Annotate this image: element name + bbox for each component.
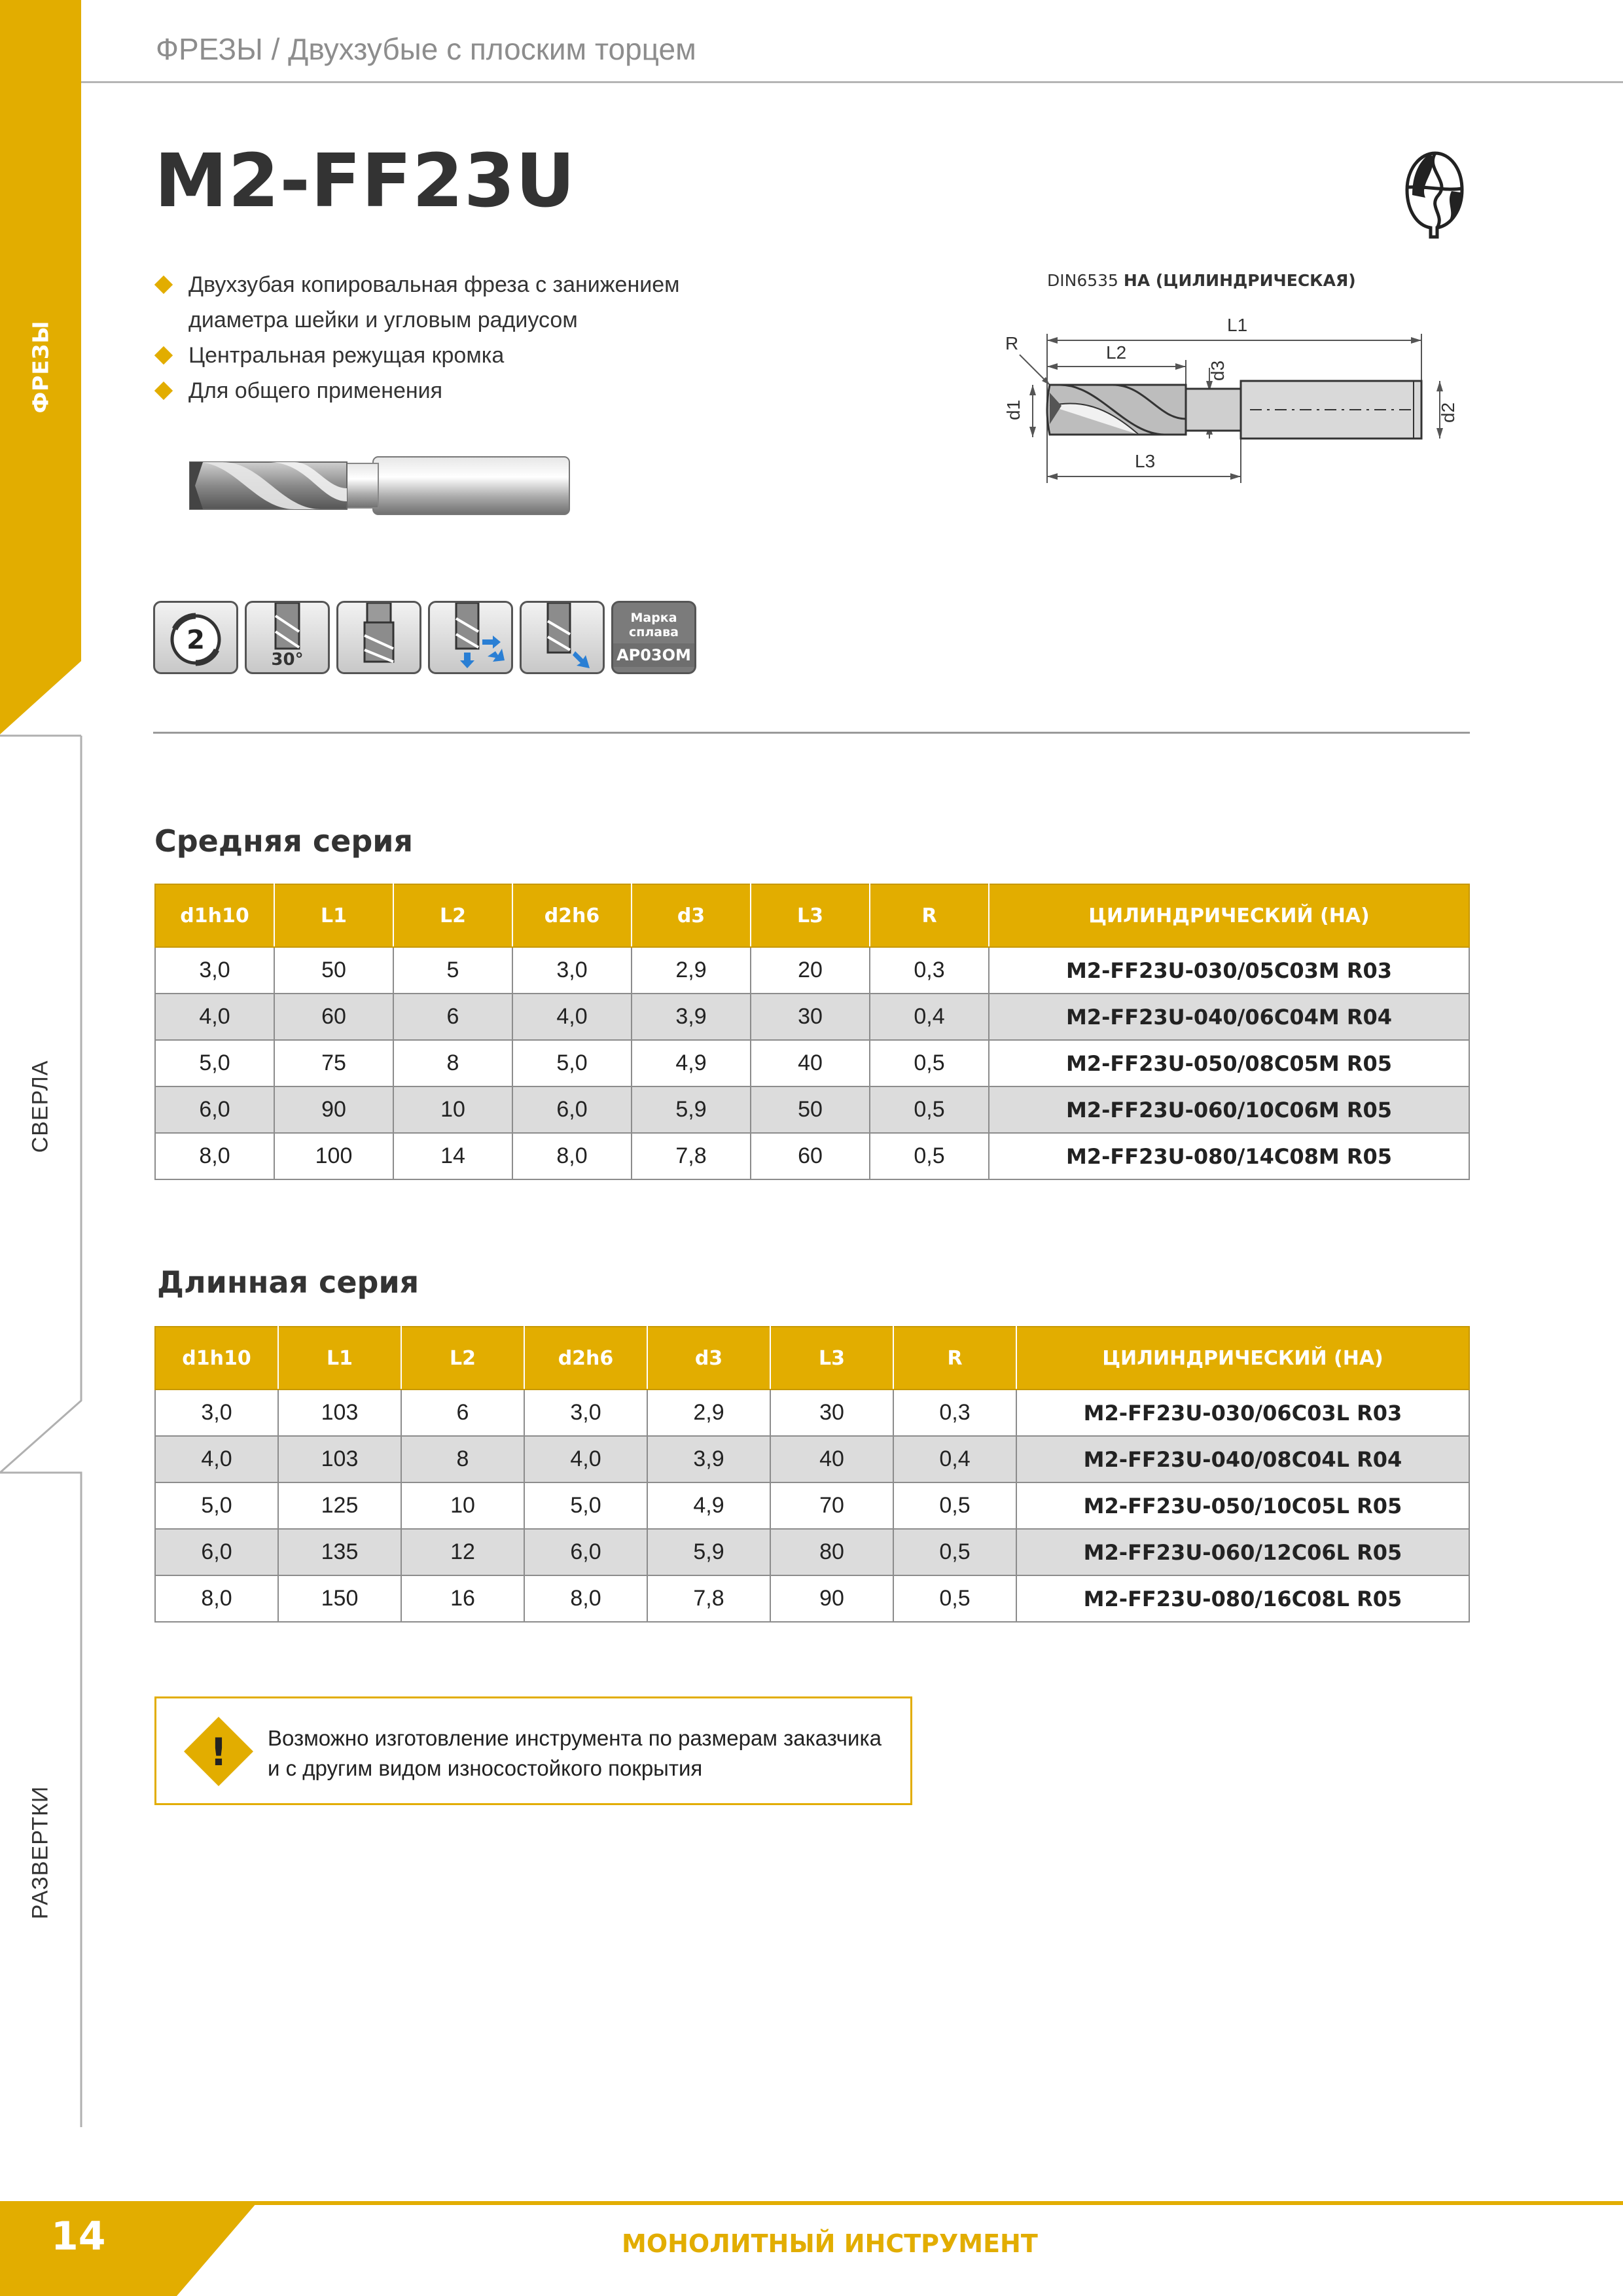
table-cell: 4,9 bbox=[632, 1040, 751, 1086]
table-header-row bbox=[155, 1327, 1469, 1390]
table-cell: 30 bbox=[751, 994, 870, 1040]
table-cell: 2,9 bbox=[647, 1390, 770, 1436]
ramping-icon bbox=[520, 601, 605, 674]
table-cell: 0,3 bbox=[870, 947, 989, 994]
table-cell: 8,0 bbox=[524, 1575, 647, 1622]
table-cell: 3,0 bbox=[512, 947, 632, 994]
table-cell: 103 bbox=[278, 1390, 401, 1436]
flat-end-icon bbox=[336, 601, 421, 674]
table-cell: 80 bbox=[770, 1529, 893, 1575]
table-cell: 30 bbox=[770, 1390, 893, 1436]
long-series-title: Длинная серия bbox=[157, 1265, 419, 1300]
table-row bbox=[155, 1436, 1469, 1482]
column-header: d2h6 bbox=[512, 884, 632, 947]
table-cell: 125 bbox=[278, 1482, 401, 1529]
table-cell: 90 bbox=[274, 1086, 393, 1133]
page-title: M2-FF23U bbox=[154, 139, 576, 224]
table-cell: 8,0 bbox=[155, 1133, 274, 1179]
table-body bbox=[155, 947, 1469, 1179]
technical-drawing bbox=[982, 308, 1492, 484]
alloy-grade-badge: Марка сплава AP03OM bbox=[611, 601, 696, 674]
table-cell: 8 bbox=[401, 1436, 524, 1482]
dim-label-r: R bbox=[1005, 333, 1019, 353]
table-cell: 5,0 bbox=[512, 1040, 632, 1086]
breadcrumb: ФРЕЗЫ / Двухзубые с плоским торцем bbox=[156, 32, 696, 66]
page-number: 14 bbox=[51, 2214, 106, 2259]
column-header: d1h10 bbox=[155, 884, 274, 947]
table-cell: 8,0 bbox=[155, 1575, 278, 1622]
table-row bbox=[155, 1086, 1469, 1133]
table-cell: 0,5 bbox=[870, 1086, 989, 1133]
table-cell: 50 bbox=[751, 1086, 870, 1133]
table-cell: 5 bbox=[393, 947, 512, 994]
dim-label-d3: d3 bbox=[1207, 360, 1228, 381]
diamond-bullet-icon bbox=[154, 346, 173, 365]
two-flute-cutter-icon bbox=[1399, 149, 1471, 241]
table-cell: 0,4 bbox=[870, 994, 989, 1040]
table-cell: 14 bbox=[393, 1133, 512, 1179]
table-cell: 12 bbox=[401, 1529, 524, 1575]
svg-text:!: ! bbox=[209, 1730, 228, 1774]
feature-list bbox=[154, 267, 680, 408]
table-cell: 20 bbox=[751, 947, 870, 994]
table-cell: 0,5 bbox=[870, 1040, 989, 1086]
table-cell: 40 bbox=[751, 1040, 870, 1086]
dim-label-l2: L2 bbox=[1106, 342, 1127, 363]
table-cell: 3,0 bbox=[524, 1390, 647, 1436]
table-cell: 5,0 bbox=[524, 1482, 647, 1529]
din-standard-label: DIN6535 HA (ЦИЛИНДРИЧЕСКАЯ) bbox=[1047, 271, 1356, 290]
table-cell: 0,5 bbox=[893, 1529, 1016, 1575]
column-header: L1 bbox=[278, 1327, 401, 1390]
column-header: R bbox=[870, 884, 989, 947]
order-code-cell: M2-FF23U-060/12C06L R05 bbox=[1016, 1529, 1469, 1575]
table-cell: 0,4 bbox=[893, 1436, 1016, 1482]
medium-series-title: Средняя серия bbox=[154, 823, 414, 859]
table-cell: 50 bbox=[274, 947, 393, 994]
order-code-cell: M2-FF23U-040/06C04M R04 bbox=[989, 994, 1469, 1040]
table-cell: 10 bbox=[401, 1482, 524, 1529]
table-cell: 100 bbox=[274, 1133, 393, 1179]
table-cell: 2,9 bbox=[632, 947, 751, 994]
table-cell: 4,9 bbox=[647, 1482, 770, 1529]
helix-angle-icon bbox=[245, 601, 330, 674]
table-cell: 40 bbox=[770, 1436, 893, 1482]
table-cell: 60 bbox=[751, 1133, 870, 1179]
table-cell: 5,9 bbox=[647, 1529, 770, 1575]
table-row bbox=[155, 1482, 1469, 1529]
header-divider bbox=[81, 81, 1623, 83]
tab-sverla[interactable]: СВЕРЛА bbox=[27, 1060, 53, 1153]
table-cell: 0,5 bbox=[870, 1133, 989, 1179]
order-code-cell: M2-FF23U-030/06C03L R03 bbox=[1016, 1390, 1469, 1436]
column-header: L1 bbox=[274, 884, 393, 947]
column-header: ЦИЛИНДРИЧЕСКИЙ (HA) bbox=[989, 884, 1469, 947]
table-cell: 6,0 bbox=[524, 1529, 647, 1575]
table-header-row bbox=[155, 884, 1469, 947]
note-text: Возможно изготовление инструмента по размерам заказчика и с другим видом износостойкого покрытия bbox=[268, 1726, 882, 1780]
table-cell: 0,5 bbox=[893, 1575, 1016, 1622]
table-cell: 0,5 bbox=[893, 1482, 1016, 1529]
order-code-cell: M2-FF23U-050/08C05M R05 bbox=[989, 1040, 1469, 1086]
tab-frezy[interactable]: ФРЕЗЫ bbox=[27, 319, 54, 414]
table-cell: 3,9 bbox=[647, 1436, 770, 1482]
footer-title: МОНОЛИТНЫЙ ИНСТРУМЕНТ bbox=[622, 2229, 1038, 2258]
helix-angle-value: 30° bbox=[271, 650, 304, 670]
table-cell: 10 bbox=[393, 1086, 512, 1133]
table-cell: 70 bbox=[770, 1482, 893, 1529]
long-series-table bbox=[154, 1326, 1470, 1623]
table-cell: 4,0 bbox=[524, 1436, 647, 1482]
table-cell: 0,3 bbox=[893, 1390, 1016, 1436]
feature-item: Центральная режущая кромка bbox=[154, 338, 680, 373]
table-row bbox=[155, 1390, 1469, 1436]
table-cell: 4,0 bbox=[155, 1436, 278, 1482]
table-row bbox=[155, 994, 1469, 1040]
column-header: L3 bbox=[770, 1327, 893, 1390]
table-cell: 75 bbox=[274, 1040, 393, 1086]
table-cell: 16 bbox=[401, 1575, 524, 1622]
column-header: L3 bbox=[751, 884, 870, 947]
table-cell: 3,9 bbox=[632, 994, 751, 1040]
medium-series-table bbox=[154, 884, 1470, 1180]
tab-razvertki[interactable]: РАЗВЕРТКИ bbox=[27, 1785, 53, 1919]
dim-label-l3: L3 bbox=[1135, 451, 1156, 471]
order-code-cell: M2-FF23U-040/08C04L R04 bbox=[1016, 1436, 1469, 1482]
column-header: d2h6 bbox=[524, 1327, 647, 1390]
tool-photo-image bbox=[183, 449, 576, 521]
table-cell: 8,0 bbox=[512, 1133, 632, 1179]
flute-count-icon bbox=[153, 601, 238, 674]
table-cell: 6 bbox=[393, 994, 512, 1040]
table-cell: 4,0 bbox=[155, 994, 274, 1040]
order-code-cell: M2-FF23U-050/10C05L R05 bbox=[1016, 1482, 1469, 1529]
table-cell: 8 bbox=[393, 1040, 512, 1086]
spec-icon-strip bbox=[153, 601, 696, 674]
table-cell: 60 bbox=[274, 994, 393, 1040]
table-cell: 135 bbox=[278, 1529, 401, 1575]
table-row bbox=[155, 1575, 1469, 1622]
table-cell: 7,8 bbox=[632, 1133, 751, 1179]
order-code-cell: M2-FF23U-060/10C06M R05 bbox=[989, 1086, 1469, 1133]
table-cell: 6,0 bbox=[155, 1529, 278, 1575]
table-cell: 6,0 bbox=[155, 1086, 274, 1133]
table-cell: 6 bbox=[401, 1390, 524, 1436]
table-cell: 150 bbox=[278, 1575, 401, 1622]
table-cell: 5,0 bbox=[155, 1482, 278, 1529]
diamond-bullet-icon bbox=[154, 382, 173, 400]
flute-count-value: 2 bbox=[187, 625, 205, 655]
column-header: L2 bbox=[401, 1327, 524, 1390]
order-code-cell: M2-FF23U-080/16C08L R05 bbox=[1016, 1575, 1469, 1622]
column-header: d3 bbox=[632, 884, 751, 947]
dim-label-l1: L1 bbox=[1227, 315, 1248, 335]
table-cell: 5,0 bbox=[155, 1040, 274, 1086]
milling-direction-icon bbox=[428, 601, 513, 674]
column-header: d1h10 bbox=[155, 1327, 278, 1390]
table-cell: 6,0 bbox=[512, 1086, 632, 1133]
column-header: L2 bbox=[393, 884, 512, 947]
column-header: R bbox=[893, 1327, 1016, 1390]
table-body bbox=[155, 1390, 1469, 1622]
table-cell: 90 bbox=[770, 1575, 893, 1622]
table-cell: 4,0 bbox=[512, 994, 632, 1040]
section-divider bbox=[153, 732, 1470, 734]
table-row bbox=[155, 1133, 1469, 1179]
table-row bbox=[155, 1040, 1469, 1086]
dim-label-d2: d2 bbox=[1438, 402, 1458, 423]
column-header: ЦИЛИНДРИЧЕСКИЙ (HA) bbox=[1016, 1327, 1469, 1390]
column-header: d3 bbox=[647, 1327, 770, 1390]
table-cell: 7,8 bbox=[647, 1575, 770, 1622]
feature-item: диаметра шейки и угловым радиусом bbox=[188, 308, 578, 332]
diamond-bullet-icon bbox=[154, 276, 173, 294]
table-row bbox=[155, 947, 1469, 994]
order-code-cell: M2-FF23U-030/05C03M R03 bbox=[989, 947, 1469, 994]
feature-item: Двухзубая копировальная фреза с занижением bbox=[154, 267, 680, 302]
table-cell: 103 bbox=[278, 1436, 401, 1482]
custom-order-note bbox=[154, 1696, 912, 1805]
dim-label-d1: d1 bbox=[1003, 399, 1024, 420]
table-cell: 3,0 bbox=[155, 1390, 278, 1436]
table-row bbox=[155, 1529, 1469, 1575]
warning-icon bbox=[180, 1713, 257, 1790]
feature-item: Для общего применения bbox=[154, 373, 680, 408]
table-cell: 3,0 bbox=[155, 947, 274, 994]
table-cell: 5,9 bbox=[632, 1086, 751, 1133]
order-code-cell: M2-FF23U-080/14C08M R05 bbox=[989, 1133, 1469, 1179]
